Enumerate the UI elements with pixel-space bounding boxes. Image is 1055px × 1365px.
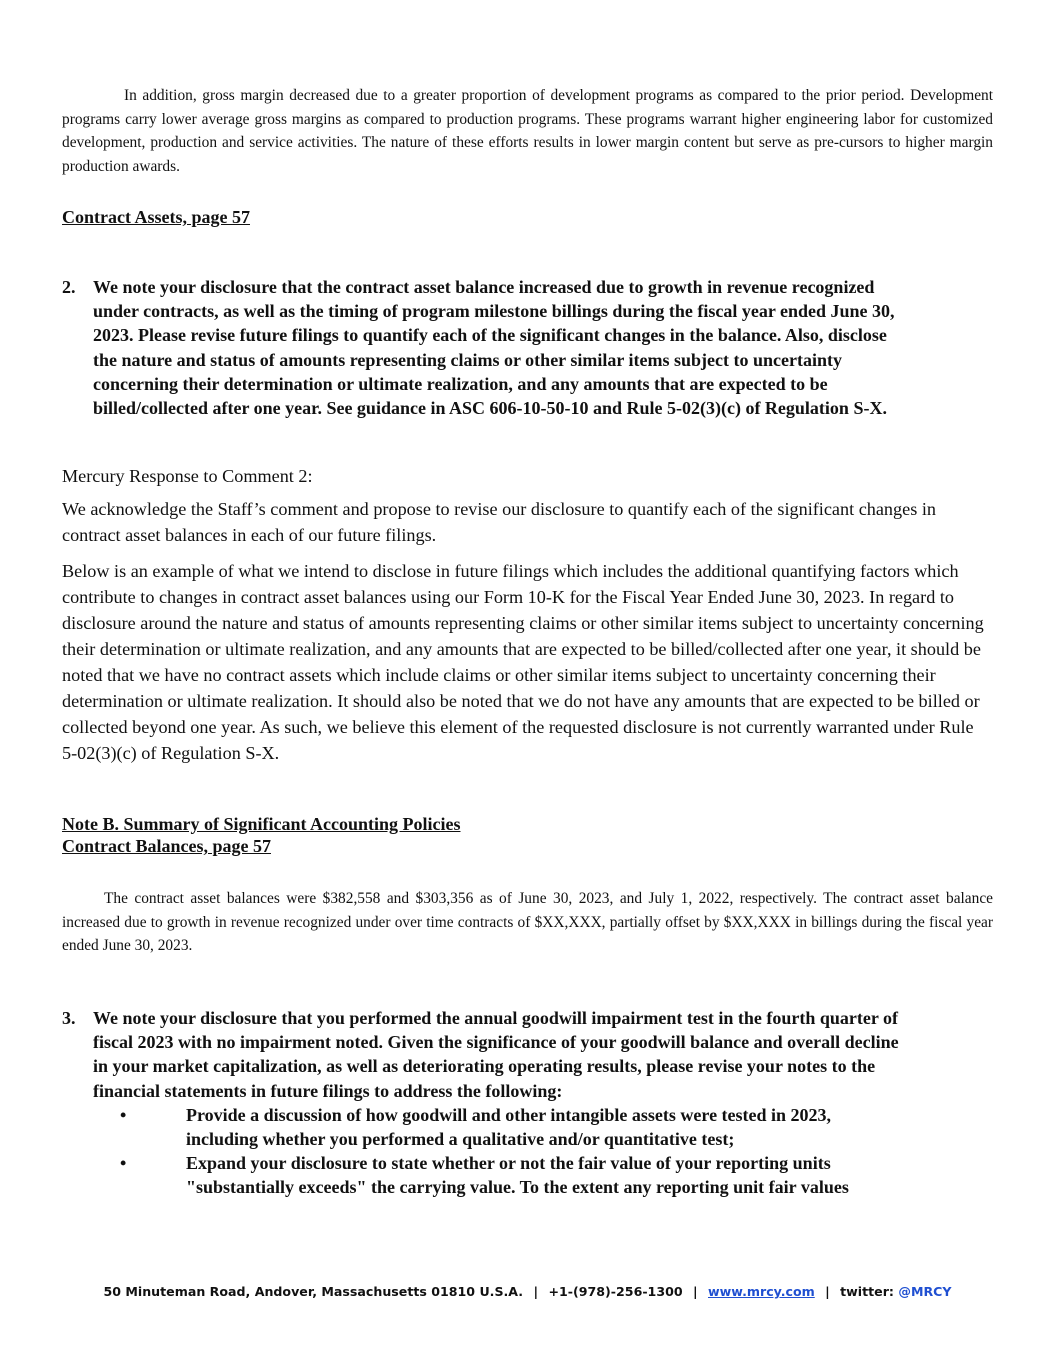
footer-phone: +1-(978)-256-1300 bbox=[548, 1284, 683, 1299]
bullet-item bbox=[93, 1151, 913, 1199]
website-link[interactable]: www.mrcy.com bbox=[708, 1284, 815, 1299]
footer-address: 50 Minuteman Road, Andover, Massachusetts 01810 U.S.A. bbox=[103, 1284, 524, 1299]
comment-text: We note your disclosure that you performed the annual goodwill impairment test in the fourth quarter of fiscal 2023 with no impairment noted. Given the significance of your goodwill balance and overall decline in your market capitalization, as well as deteriorating operating results, please revise your notes to the financial statements in future filings to address the following: bbox=[93, 1008, 899, 1101]
response-paragraph: Below is an example of what we intend to disclose in future filings which includes the additional quantifying factors which contribute to changes in contract asset balances using our Form 10-K for the Fiscal Year Ended June 30, 2023. In regard to disclosure around the nature and status of amounts representing claims or other similar items subject to uncertainty concerning their determination or ultimate realization, and any amounts that are expected to be billed/collected after one year, it should be noted that we have no contract assets which include claims or other similar items subject to uncertainty concerning their determination or ultimate realization. It should also be noted that we do not have any amounts that are expected to be billed or collected beyond one year. As such, we believe this element of the requested disclosure is not currently warranted under Rule 5-02(3)(c) of Regulation S-X. bbox=[62, 561, 984, 763]
heading-line: Contract Balances, page 57 bbox=[62, 836, 271, 856]
comment-number: 2. bbox=[62, 277, 76, 297]
bullet-marker: • bbox=[120, 1104, 127, 1125]
bullet-marker: • bbox=[120, 1153, 127, 1174]
footer-separator: | bbox=[825, 1284, 830, 1299]
comment-2 bbox=[62, 275, 903, 420]
footer-separator: | bbox=[533, 1284, 539, 1299]
intro-paragraph: In addition, gross margin decreased due to a greater proportion of development programs as compared to the prior period. Development programs carry lower average gross margins as compared to production programs. These programs warrant higher engineering labor for customized development, production and service activities. The nature of these efforts results in lower margin content but serve as pre-cursors to higher margin production awards. bbox=[62, 87, 993, 175]
footer-separator: | bbox=[693, 1284, 698, 1299]
page-footer bbox=[0, 1284, 1055, 1299]
twitter-handle-link[interactable]: @MRCY bbox=[898, 1284, 952, 1299]
bullet-text: Expand your disclosure to state whether or not the fair value of your reporting units "substantially exceeds" the carrying value. To the extent any reporting unit fair values bbox=[186, 1153, 849, 1198]
comment-number: 3. bbox=[62, 1008, 76, 1028]
response-paragraph: We acknowledge the Staff’s comment and propose to revise our disclosure to quantify each of the significant changes in contract asset balances in each of our future filings. bbox=[62, 499, 936, 545]
contract-balances-paragraph: The contract asset balances were $382,558 and $303,356 as of June 30, 2023, and July 1, 2022, respectively. The contract asset balance increased due to growth in revenue recognized under over time contracts of $XX,XXX, partially offset by $XX,XXX in billings during the fiscal year ended June 30, 2023. bbox=[62, 890, 993, 954]
bullet-list bbox=[93, 1103, 913, 1200]
heading-line: Note B. Summary of Significant Accounting Policies bbox=[62, 814, 461, 834]
section-heading-contract-assets: Contract Assets, page 57 bbox=[62, 207, 250, 227]
bullet-text: Provide a discussion of how goodwill and other intangible assets were tested in 2023, including whether you performed a qualitative and/or quantitative test; bbox=[186, 1104, 832, 1150]
bullet-item bbox=[93, 1103, 913, 1151]
comment-text: We note your disclosure that the contract asset balance increased due to growth in revenue recognized under contracts, as well as the timing of program milestone billings during the fiscal year ended June 30, 2023. Please revise future filings to quantify each of the significant changes in the balance. Also, disclose the nature and status of amounts representing claims or other similar items subject to uncertainty concerning their determination or ultimate realization, and any amounts that are expected to be billed/collected after one year. See guidance in ASC 606-10-50-10 and Rule 5-02(3)(c) of Regulation S-X. bbox=[93, 277, 895, 419]
comment-3 bbox=[62, 1006, 913, 1200]
twitter-label: twitter: bbox=[840, 1284, 894, 1299]
section-heading-note-b bbox=[62, 813, 461, 857]
response-label: Mercury Response to Comment 2: bbox=[62, 466, 313, 486]
